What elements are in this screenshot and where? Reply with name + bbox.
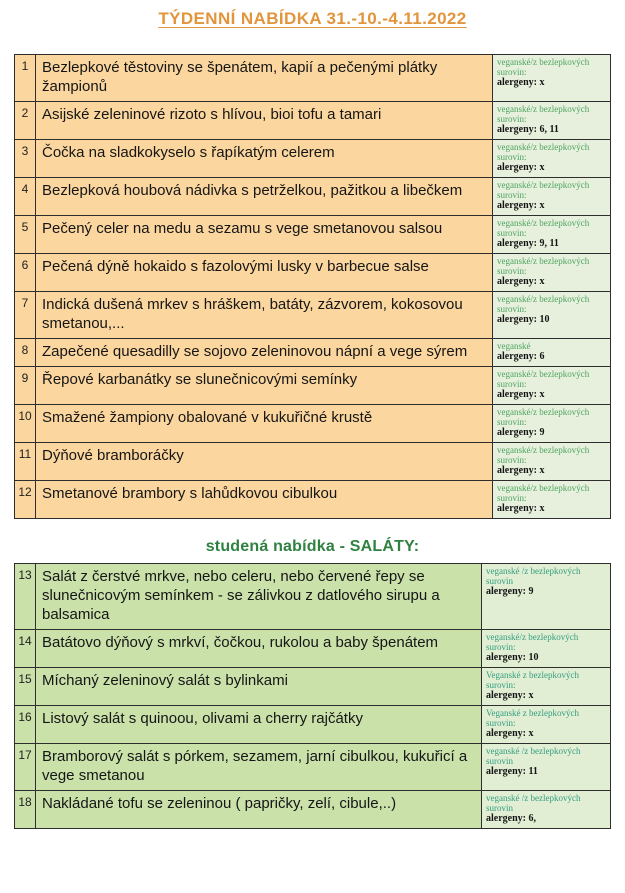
diet-label: veganské/z bezlepkových surovin: <box>497 180 590 200</box>
page-title: TÝDENNÍ NABÍDKA 31.-10.-4.11.2022 <box>158 9 467 28</box>
menu-row <box>15 55 610 102</box>
allergen-label: alergeny: 9 <box>497 427 545 438</box>
diet-label: veganské/z bezlepkových surovin: <box>497 256 590 276</box>
diet-label: veganské /z bezlepkových surovin <box>486 746 581 766</box>
menu-row <box>15 140 610 178</box>
row-number: 9 <box>15 367 36 404</box>
salads-table <box>14 563 611 829</box>
dish-name: Míchaný zeleninový salát s bylinkami <box>36 668 482 705</box>
diet-allergen-cell <box>493 405 610 442</box>
diet-label: veganské/z bezlepkových surovin: <box>497 294 590 314</box>
salad-row <box>15 564 610 630</box>
salad-row <box>15 630 610 668</box>
row-number: 17 <box>15 744 36 790</box>
diet-allergen-cell <box>493 339 610 366</box>
diet-allergen-cell <box>482 744 610 790</box>
dish-name: Smetanové brambory s lahůdkovou cibulkou <box>36 481 493 518</box>
menu-row <box>15 339 610 367</box>
row-number: 7 <box>15 292 36 338</box>
diet-allergen-cell <box>493 481 610 518</box>
salad-row <box>15 668 610 706</box>
diet-label: Veganské z bezlepkových surovin: <box>486 670 579 690</box>
row-number: 1 <box>15 55 36 101</box>
menu-row <box>15 102 610 140</box>
diet-label: veganské /z bezlepkových surovin <box>486 566 581 586</box>
row-number: 6 <box>15 254 36 291</box>
allergen-label: alergeny: x <box>497 276 545 287</box>
menu-row <box>15 254 610 292</box>
salad-row <box>15 791 610 828</box>
dish-name: Nakládané tofu se zeleninou ( papričky, zelí, cibule,..) <box>36 791 482 828</box>
menu-row <box>15 443 610 481</box>
diet-label: veganské/z bezlepkových surovin: <box>497 104 590 124</box>
dish-name: Asijské zeleninové rizoto s hlívou, bioi tofu a tamari <box>36 102 493 139</box>
dish-name: Batátovo dýňový s mrkví, čočkou, rukolou a baby špenátem <box>36 630 482 667</box>
menu-row <box>15 405 610 443</box>
diet-label: veganské <box>497 341 531 351</box>
dish-name: Zapečené quesadilly se sojovo zeleninovou nápní a vege sýrem <box>36 339 493 366</box>
dish-name: Bezlepková houbová nádivka s petrželkou, pažitkou a libečkem <box>36 178 493 215</box>
diet-label: veganské/z bezlepkových surovin: <box>497 445 590 465</box>
menu-row <box>15 178 610 216</box>
diet-allergen-cell <box>493 140 610 177</box>
row-number: 15 <box>15 668 36 705</box>
diet-allergen-cell <box>493 55 610 101</box>
salads-section-title: studená nabídka - SALÁTY: <box>205 538 420 555</box>
diet-label: Veganské z bezlepkových surovin: <box>486 708 579 728</box>
dish-name: Řepové karbanátky se slunečnicovými semínky <box>36 367 493 404</box>
allergen-label: alergeny: 10 <box>497 314 550 325</box>
diet-label: veganské/z bezlepkových surovin: <box>486 632 579 652</box>
allergen-label: alergeny: 11 <box>486 766 538 777</box>
row-number: 4 <box>15 178 36 215</box>
row-number: 10 <box>15 405 36 442</box>
row-number: 2 <box>15 102 36 139</box>
diet-allergen-cell <box>493 216 610 253</box>
menu-row <box>15 216 610 254</box>
allergen-label: alergeny: x <box>497 77 545 88</box>
allergen-label: alergeny: x <box>486 690 534 701</box>
allergen-label: alergeny: x <box>497 465 545 476</box>
dish-name: Bramborový salát s pórkem, sezamem, jarní cibulkou, kukuřicí a vege smetanou <box>36 744 482 790</box>
row-number: 5 <box>15 216 36 253</box>
dish-name: Smažené žampiony obalované v kukuřičné krustě <box>36 405 493 442</box>
diet-allergen-cell <box>493 367 610 404</box>
diet-allergen-cell <box>493 443 610 480</box>
row-number: 16 <box>15 706 36 743</box>
row-number: 14 <box>15 630 36 667</box>
salad-row <box>15 706 610 744</box>
diet-allergen-cell <box>482 706 610 743</box>
allergen-label: alergeny: 6, 11 <box>497 124 559 135</box>
allergen-label: alergeny: x <box>497 200 545 211</box>
allergen-label: alergeny: x <box>486 728 534 739</box>
diet-label: veganské /z bezlepkových surovin <box>486 793 581 813</box>
menu-row <box>15 367 610 405</box>
row-number: 3 <box>15 140 36 177</box>
allergen-label: alergeny: 6 <box>497 351 545 362</box>
allergen-label: alergeny: 10 <box>486 652 539 663</box>
diet-label: veganské/z bezlepkových surovin: <box>497 142 590 162</box>
allergen-label: alergeny: 9 <box>486 586 534 597</box>
dish-name: Dýňové bramboráčky <box>36 443 493 480</box>
diet-allergen-cell <box>482 564 610 629</box>
dish-name: Pečená dýně hokaido s fazolovými lusky v barbecue salse <box>36 254 493 291</box>
dish-name: Indická dušená mrkev s hráškem, batáty, zázvorem, kokosovou smetanou,... <box>36 292 493 338</box>
allergen-label: alergeny: 9, 11 <box>497 238 559 249</box>
weekly-menu-table <box>14 54 611 519</box>
menu-row <box>15 292 610 339</box>
row-number: 8 <box>15 339 36 366</box>
allergen-label: alergeny: x <box>497 162 545 173</box>
diet-allergen-cell <box>482 668 610 705</box>
diet-label: veganské/z bezlepkových surovin: <box>497 218 590 238</box>
salad-row <box>15 744 610 791</box>
dish-name: Bezlepkové těstoviny se špenátem, kapií a pečenými plátky žampionů <box>36 55 493 101</box>
diet-allergen-cell <box>493 178 610 215</box>
allergen-label: alergeny: x <box>497 503 545 514</box>
dish-name: Čočka na sladkokyselo s řapíkatým celerem <box>36 140 493 177</box>
row-number: 18 <box>15 791 36 828</box>
diet-allergen-cell <box>493 292 610 338</box>
dish-name: Listový salát s quinoou, olivami a cherry rajčátky <box>36 706 482 743</box>
diet-label: veganské/z bezlepkových surovin: <box>497 369 590 389</box>
menu-row <box>15 481 610 518</box>
row-number: 13 <box>15 564 36 629</box>
diet-allergen-cell <box>493 102 610 139</box>
diet-label: veganské/z bezlepkových surovin: <box>497 57 590 77</box>
row-number: 12 <box>15 481 36 518</box>
diet-label: veganské/z bezlepkových surovin: <box>497 407 590 427</box>
dish-name: Pečený celer na medu a sezamu s vege smetanovou salsou <box>36 216 493 253</box>
row-number: 11 <box>15 443 36 480</box>
diet-label: veganské/z bezlepkových surovin: <box>497 483 590 503</box>
allergen-label: alergeny: 6, <box>486 813 536 824</box>
diet-allergen-cell <box>493 254 610 291</box>
allergen-label: alergeny: x <box>497 389 545 400</box>
diet-allergen-cell <box>482 630 610 667</box>
diet-allergen-cell <box>482 791 610 828</box>
dish-name: Salát z čerstvé mrkve, nebo celeru, nebo červené řepy se slunečnicovým semínkem - se zálivkou z datlového sirupu a balsamica <box>36 564 482 629</box>
